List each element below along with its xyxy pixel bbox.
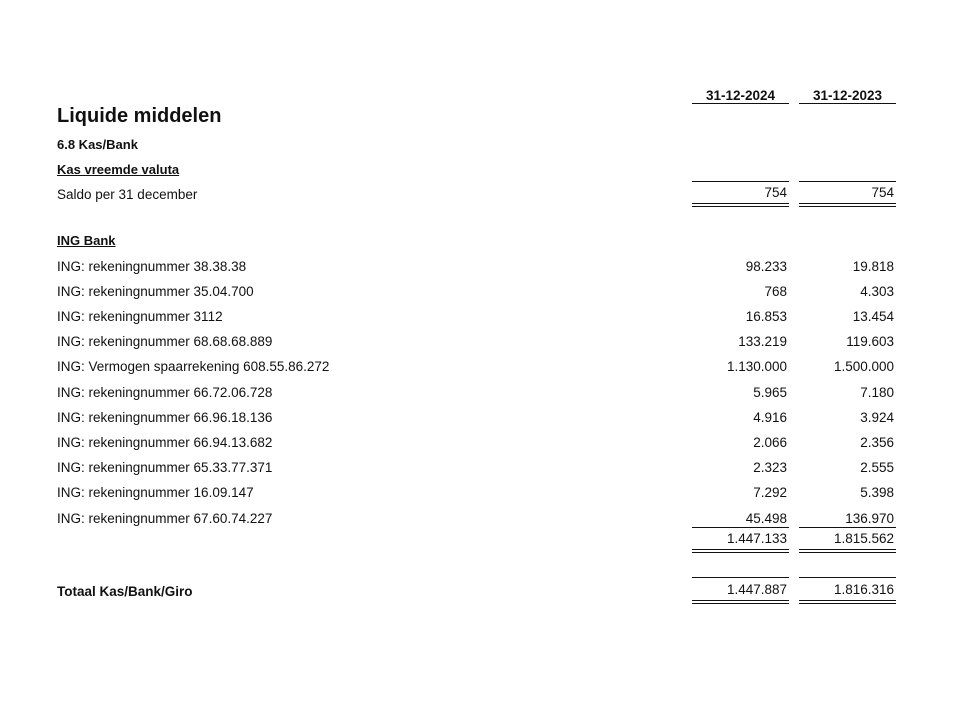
table-row-value-2023: 2.555	[860, 460, 894, 475]
total-double-rule	[799, 603, 896, 604]
table-row-value-2024: 45.498	[745, 511, 787, 526]
subtotal-double-rule	[692, 549, 789, 550]
table-row-label: ING: Vermogen spaarrekening 608.55.86.272	[57, 359, 330, 374]
ing-subtotal-2024: 1.447.133	[726, 531, 787, 546]
kas-double-rule	[692, 206, 789, 207]
page-title: Liquide middelen	[57, 105, 222, 127]
column-header-2023: 31-12-2023	[812, 88, 883, 103]
section-number-title: 6.8 Kas/Bank	[57, 137, 138, 152]
ing-section-heading: ING Bank	[57, 233, 116, 248]
total-label: Totaal Kas/Bank/Giro	[57, 584, 193, 599]
table-row-value-2024: 2.066	[753, 435, 787, 450]
table-row-value-2024: 16.853	[745, 309, 787, 324]
kas-double-rule	[799, 203, 896, 204]
table-row-label: ING: rekeningnummer 35.04.700	[57, 284, 254, 299]
table-row-value-2023: 1.500.000	[833, 359, 894, 374]
table-row-value-2024: 133.219	[738, 334, 787, 349]
table-row-value-2023: 2.356	[860, 435, 894, 450]
header-underline	[692, 103, 789, 104]
table-row-value-2024: 768	[764, 284, 787, 299]
kas-value-2023: 754	[871, 185, 894, 200]
table-row-value-2024: 2.323	[753, 460, 787, 475]
table-row-label: ING: rekeningnummer 67.60.74.227	[57, 511, 273, 526]
subtotal-top-rule	[799, 527, 896, 528]
table-row-value-2024: 5.965	[753, 385, 787, 400]
kas-section-heading: Kas vreemde valuta	[57, 162, 180, 177]
header-underline	[799, 103, 896, 104]
total-top-rule	[692, 577, 789, 578]
table-row-value-2023: 7.180	[860, 385, 894, 400]
subtotal-double-rule	[799, 549, 896, 550]
table-row-value-2023: 5.398	[860, 485, 894, 500]
total-value-2023: 1.816.316	[833, 582, 894, 597]
table-row-value-2023: 3.924	[860, 410, 894, 425]
total-double-rule	[799, 600, 896, 601]
table-row-value-2024: 4.916	[753, 410, 787, 425]
total-top-rule	[799, 577, 896, 578]
kas-saldo-label: Saldo per 31 december	[57, 187, 198, 202]
table-row-value-2023: 119.603	[846, 334, 894, 349]
column-header-2024: 31-12-2024	[705, 88, 776, 103]
table-row-label: ING: rekeningnummer 16.09.147	[57, 485, 254, 500]
subtotal-top-rule	[692, 527, 789, 528]
table-row-value-2024: 7.292	[753, 485, 787, 500]
total-double-rule	[692, 603, 789, 604]
subtotal-double-rule	[799, 552, 896, 553]
kas-value-2024: 754	[764, 185, 787, 200]
table-row-label: ING: rekeningnummer 66.96.18.136	[57, 410, 273, 425]
table-row-value-2024: 98.233	[745, 259, 787, 274]
table-row-label: ING: rekeningnummer 38.38.38	[57, 259, 247, 274]
table-row-label: ING: rekeningnummer 3112	[57, 309, 223, 324]
table-row-label: ING: rekeningnummer 65.33.77.371	[57, 460, 273, 475]
subtotal-double-rule	[692, 552, 789, 553]
table-row-label: ING: rekeningnummer 68.68.68.889	[57, 334, 273, 349]
total-double-rule	[692, 600, 789, 601]
ing-subtotal-2023: 1.815.562	[833, 531, 894, 546]
table-row-value-2023: 136.970	[845, 511, 894, 526]
table-row-value-2023: 4.303	[860, 284, 894, 299]
table-row-label: ING: rekeningnummer 66.72.06.728	[57, 385, 273, 400]
table-row-value-2023: 19.818	[852, 259, 894, 274]
kas-double-rule	[692, 203, 789, 204]
total-value-2024: 1.447.887	[726, 582, 787, 597]
kas-top-rule	[692, 181, 789, 182]
table-row-value-2023: 13.454	[852, 309, 894, 324]
kas-top-rule	[799, 181, 896, 182]
table-row-label: ING: rekeningnummer 66.94.13.682	[57, 435, 273, 450]
kas-double-rule	[799, 206, 896, 207]
table-row-value-2024: 1.130.000	[726, 359, 787, 374]
